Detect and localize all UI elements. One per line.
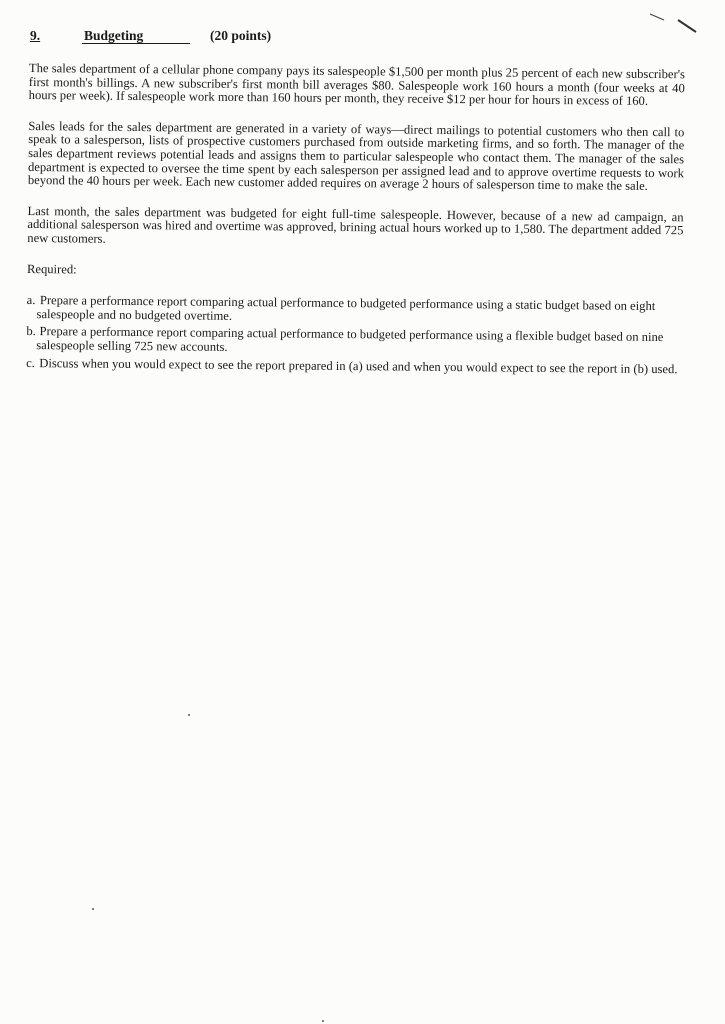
required-item-marker: b. xyxy=(26,324,36,339)
question-title-text: Budgeting xyxy=(84,28,144,43)
required-label: Required: xyxy=(26,261,77,276)
required-item-text: Prepare a performance report comparing actual performance to budgeted performance using a flexible budget based on nine salespeople selling 725 new accounts. xyxy=(36,324,664,354)
required-list xyxy=(26,294,683,376)
scan-speck xyxy=(322,1020,324,1022)
paragraph-last-month: Last month, the sales department was budgeted for eight full-time salespeople. However, because of a new ad campaign, an additional salesperson was hired and overtime was approved, brining actual hours worked up to 1,580. The department added 725 new customers. xyxy=(27,203,684,246)
question-number: 9. xyxy=(30,28,41,43)
paragraph-sales-leads: Sales leads for the sales department are generated in a variety of ways—direct mailings to potential customers who then call to speak to a salesperson, lists of prospective customers purchased from outside marketing firms, and so forth. The manager of the sales department reviews potential leads and assigns them to particular salespeople who contact them. The manager of the sales department is expected to oversee the time spent by each salesperson per assigned lead and to approve overtime requests to work beyond the 40 hours per week. Each new customer added requires on average 2 hours of salesperson time to make the sale. xyxy=(27,118,685,194)
question-points: (20 points) xyxy=(210,28,272,43)
paragraph-commission: The sales department of a cellular phone company pays its salespeople $1,500 per month plus 25 percent of each new subscriber's first month's billings. A new subscriber's first month bill averages $80. Salespeople work 160 hours a month (four weeks at 40 hours per week). If salespeople work more than 160 hours per month, they receive $12 per hour for hours in excess of 160. xyxy=(28,61,685,109)
required-item-marker: a. xyxy=(26,293,36,308)
pen-mark-icon xyxy=(640,8,700,38)
required-item-text: Discuss when you would expect to see the report prepared in (a) used and when you would expect to see the report in (b) used. xyxy=(39,355,678,376)
required-item-marker: c. xyxy=(26,355,35,370)
required-item-text: Prepare a performance report comparing actual performance to budgeted performance using a static budget based on eight salespeople and no budgeted overtime. xyxy=(36,293,656,323)
required-item-b xyxy=(26,325,682,358)
scan-speck xyxy=(188,714,190,716)
question-title xyxy=(82,28,190,44)
required-item-c xyxy=(26,356,682,376)
scan-speck xyxy=(92,908,94,910)
question-body xyxy=(26,62,685,380)
required-item-a xyxy=(27,294,683,327)
